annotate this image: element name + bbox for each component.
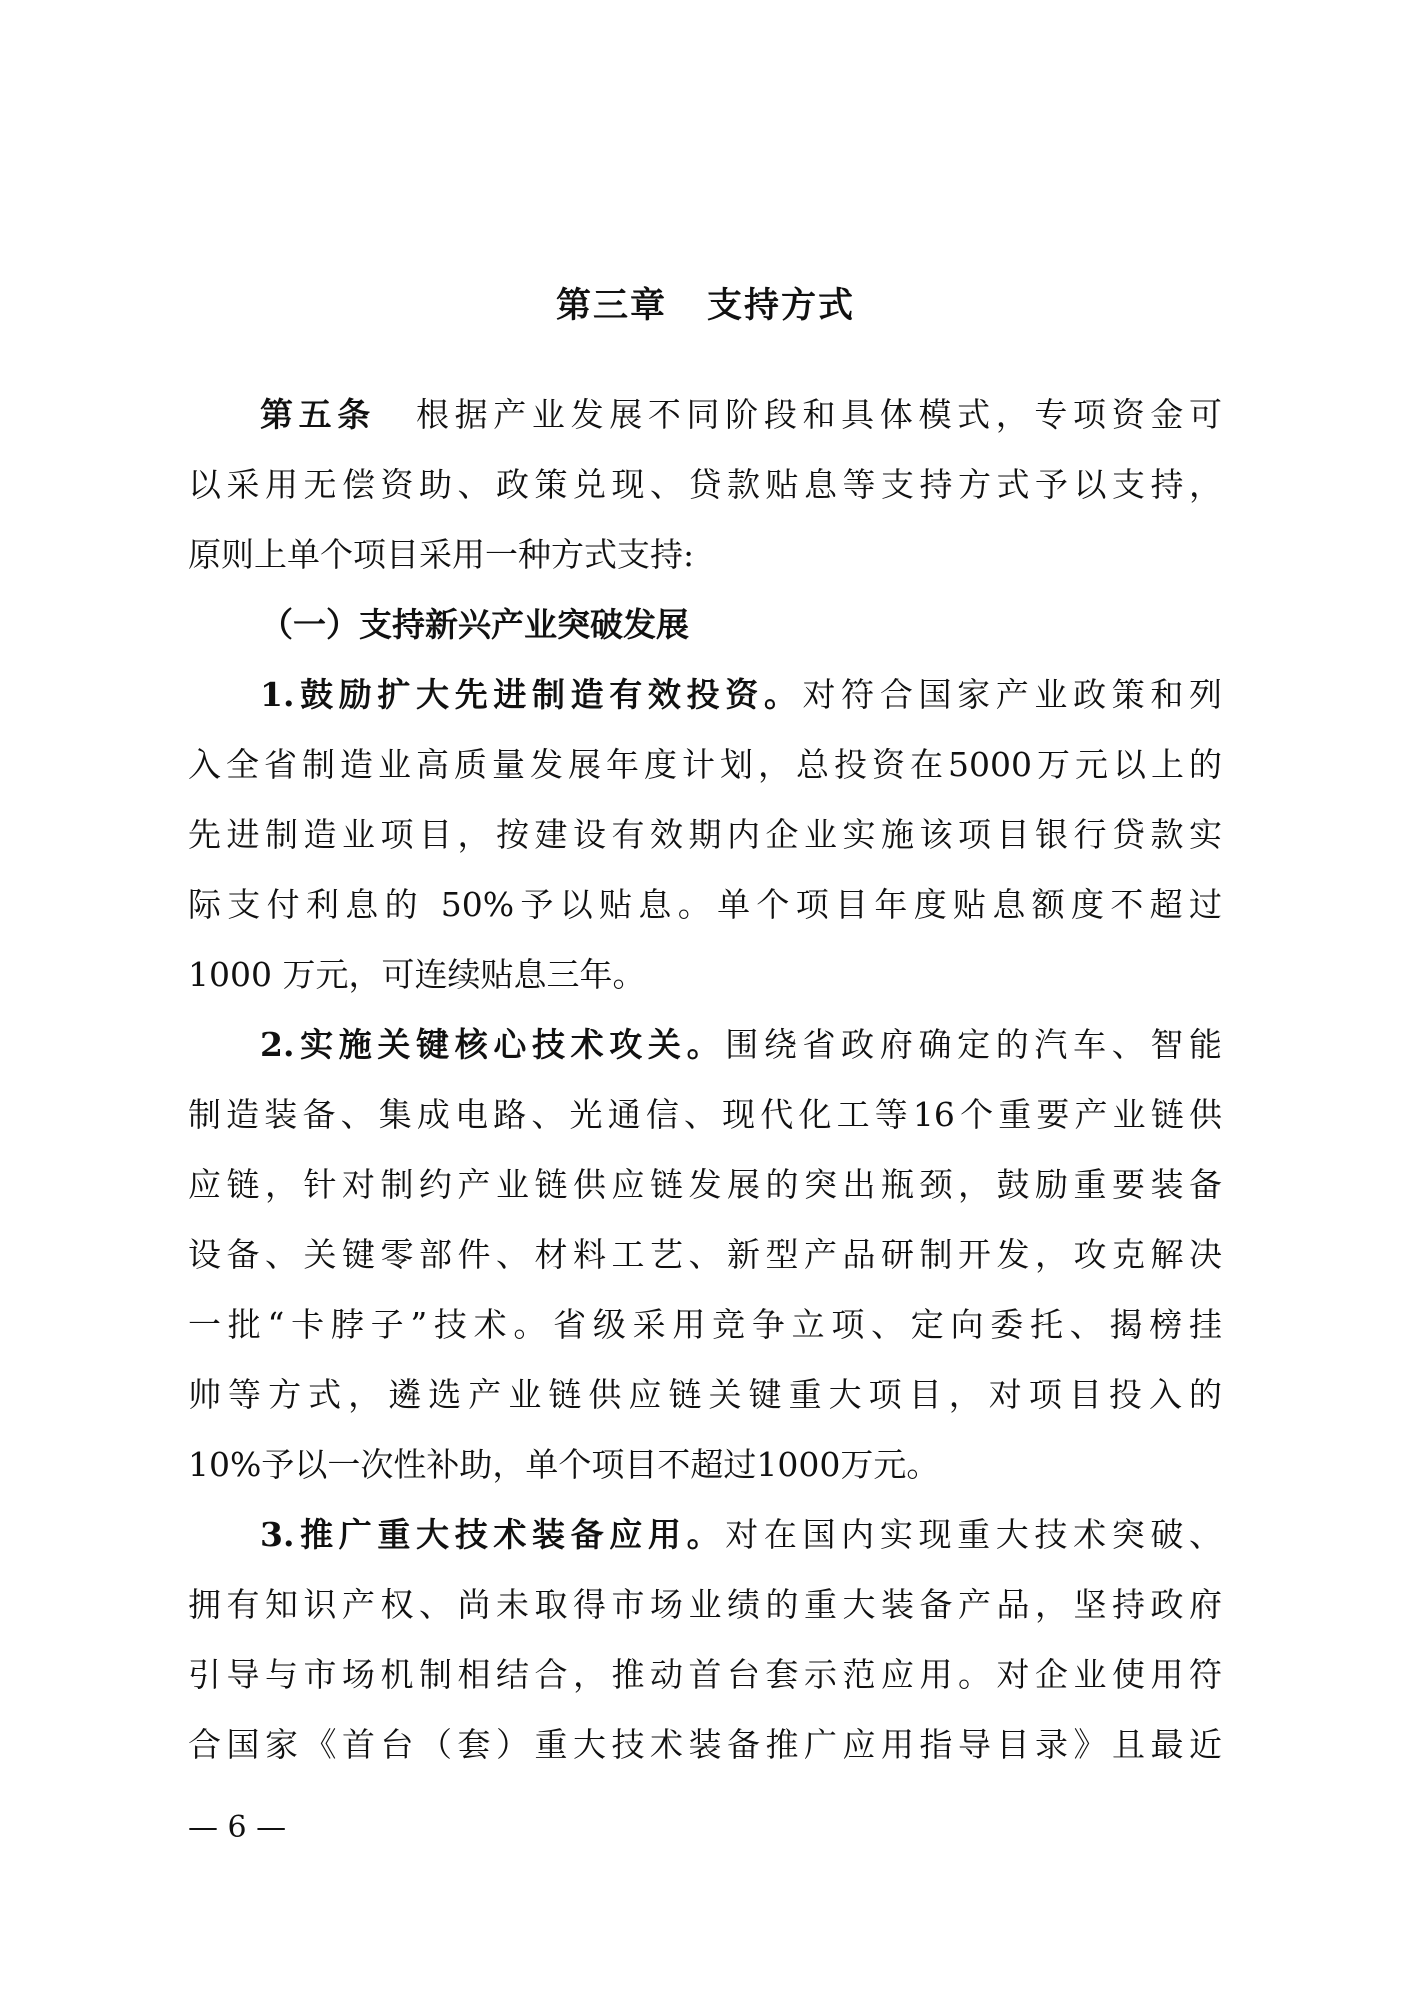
item-title: 2.实施关键核心技术攻关。 (260, 1025, 726, 1064)
item-2-line: 帅等方式，遴选产业链供应链关键重大项目，对项目投入的 (188, 1375, 1222, 1414)
page-number: — 6 — (188, 1810, 287, 1845)
item-3-line (188, 1500, 1222, 1570)
item-2-line: 10%予以一次性补助，单个项目不超过1000万元。 (188, 1445, 940, 1484)
item-3-line: 合国家《首台（套）重大技术装备推广应用指导目录》且最近 (188, 1725, 1222, 1764)
item-title: 1.鼓励扩大先进制造有效投资。 (260, 675, 803, 714)
item-1-line: 际支付利息的 50%予以贴息。单个项目年度贴息额度不超过 (188, 885, 1222, 924)
article-5-line: 以采用无偿资助、政策兑现、贷款贴息等支持方式予以支持， (188, 465, 1222, 504)
item-2-line (188, 1010, 1222, 1080)
item-2-line: 制造装备、集成电路、光通信、现代化工等16个重要产业链供 (188, 1095, 1222, 1134)
article-text: 根据产业发展不同阶段和具体模式，专项资金可 (415, 395, 1222, 434)
item-3-line: 引导与市场机制相结合，推动首台套示范应用。对企业使用符 (188, 1655, 1222, 1694)
item-1-line: 1000 万元，可连续贴息三年。 (188, 955, 646, 994)
item-title: 3.推广重大技术装备应用。 (260, 1515, 726, 1554)
item-1-line (188, 660, 1222, 730)
item-2-line: 设备、关键零部件、材料工艺、新型产品研制开发，攻克解决 (188, 1235, 1222, 1274)
item-1-line: 入全省制造业高质量发展年度计划，总投资在5000万元以上的 (188, 745, 1222, 784)
chapter-name: 支持方式 (707, 286, 856, 326)
item-text: 对符合国家产业政策和列 (802, 675, 1222, 714)
section-heading-line (188, 590, 1222, 660)
item-text: 围绕省政府确定的汽车、智能 (725, 1025, 1222, 1064)
article-5-line (188, 380, 1222, 450)
item-3-line: 拥有知识产权、尚未取得市场业绩的重大装备产品，坚持政府 (188, 1585, 1222, 1624)
chapter-title (0, 276, 1411, 336)
article-number: 第五条 (260, 395, 376, 434)
item-2-line: 一批“卡脖子”技术。省级采用竞争立项、定向委托、揭榜挂 (188, 1305, 1222, 1344)
item-2-line: 应链，针对制约产业链供应链发展的突出瓶颈，鼓励重要装备 (188, 1165, 1222, 1204)
chapter-number: 第三章 (555, 286, 667, 326)
article-5-line: 原则上单个项目采用一种方式支持: (188, 535, 695, 574)
item-1-line: 先进制造业项目，按建设有效期内企业实施该项目银行贷款实 (188, 815, 1222, 854)
document-body (188, 380, 1222, 1780)
section-heading: （一）支持新兴产业突破发展 (260, 605, 689, 644)
item-text: 对在国内实现重大技术突破、 (725, 1515, 1222, 1554)
